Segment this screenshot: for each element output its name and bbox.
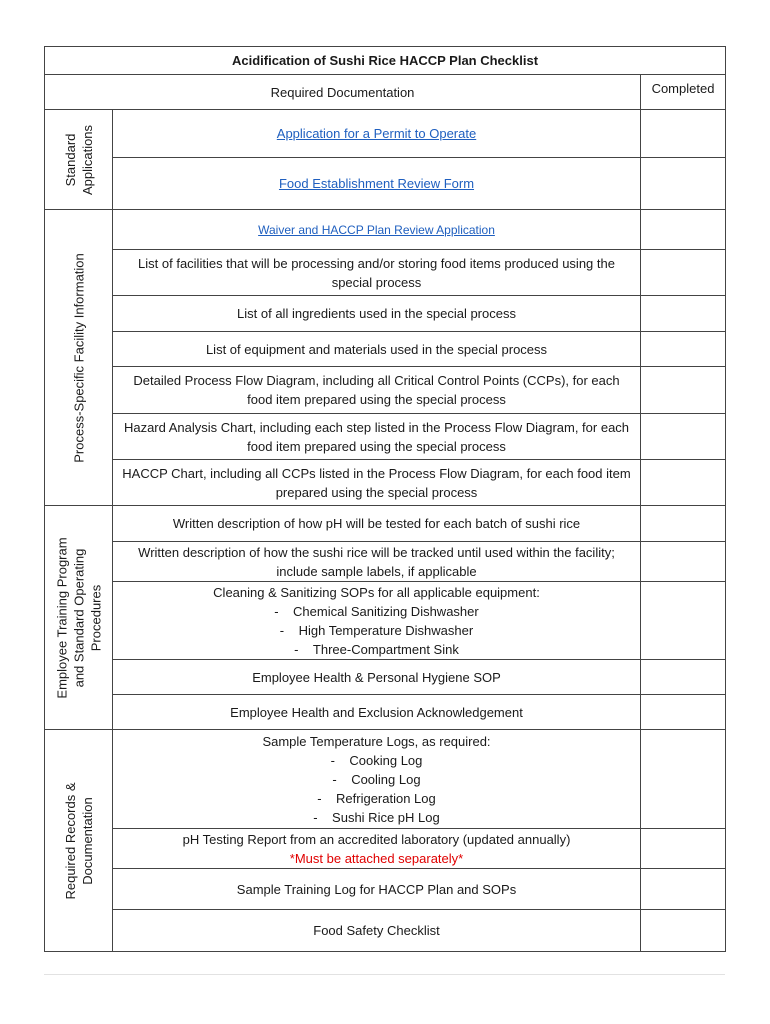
completed-checkbox-cell[interactable] bbox=[641, 158, 726, 210]
checklist-item: Sample Training Log for HACCP Plan and SOPs bbox=[113, 869, 641, 910]
bullet-list bbox=[121, 751, 632, 827]
completed-checkbox-cell[interactable] bbox=[641, 910, 726, 952]
completed-checkbox-cell[interactable] bbox=[641, 660, 726, 695]
document-title: Acidification of Sushi Rice HACCP Plan Checklist bbox=[45, 47, 726, 75]
checklist-item: Employee Health & Personal Hygiene SOP bbox=[113, 660, 641, 695]
completed-checkbox-cell[interactable] bbox=[641, 367, 726, 414]
establishment-review-form-link[interactable]: Food Establishment Review Form bbox=[278, 176, 475, 191]
checklist-item: Written description of how pH will be tested for each batch of sushi rice bbox=[113, 506, 641, 542]
item-text: pH Testing Report from an accredited laboratory (updated annually) bbox=[182, 831, 571, 847]
haccp-checklist-table bbox=[44, 46, 726, 952]
section-label-required-records: Required Records & Documentation bbox=[45, 730, 113, 952]
completed-checkbox-cell[interactable] bbox=[641, 869, 726, 910]
checklist-item bbox=[113, 210, 641, 250]
section-label-process-specific: Process-Specific Facility Information bbox=[45, 210, 113, 506]
bullet-item: - Cooking Log bbox=[330, 752, 423, 768]
checklist-item: HACCP Chart, including all CCPs listed in the Process Flow Diagram, for each food item prepared using the special process bbox=[113, 460, 641, 506]
bullet-item: - Chemical Sanitizing Dishwasher bbox=[274, 603, 479, 619]
completed-header: Completed bbox=[641, 75, 726, 110]
bullet-item: - High Temperature Dishwasher bbox=[279, 622, 474, 638]
completed-checkbox-cell[interactable] bbox=[641, 250, 726, 296]
item-text: Sample Temperature Logs, as required: bbox=[262, 733, 491, 749]
checklist-item bbox=[113, 110, 641, 158]
required-documentation-header: Required Documentation bbox=[45, 75, 641, 110]
checklist-item: List of all ingredients used in the special process bbox=[113, 296, 641, 332]
attachment-note: *Must be attached separately* bbox=[289, 850, 464, 866]
completed-checkbox-cell[interactable] bbox=[641, 730, 726, 829]
completed-checkbox-cell[interactable] bbox=[641, 210, 726, 250]
page-divider bbox=[44, 974, 725, 975]
completed-checkbox-cell[interactable] bbox=[641, 829, 726, 869]
bullet-item: - Cooling Log bbox=[332, 771, 421, 787]
checklist-item bbox=[113, 829, 641, 869]
permit-application-link[interactable]: Application for a Permit to Operate bbox=[276, 126, 477, 141]
checklist-item: Detailed Process Flow Diagram, including all Critical Control Points (CCPs), for each food item prepared using the special process bbox=[113, 367, 641, 414]
section-label-standard-applications: Standard Applications bbox=[45, 110, 113, 210]
checklist-item bbox=[113, 582, 641, 660]
checklist-item: Employee Health and Exclusion Acknowledgement bbox=[113, 695, 641, 730]
item-text: Cleaning & Sanitizing SOPs for all applicable equipment: bbox=[213, 584, 540, 600]
waiver-application-link[interactable]: Waiver and HACCP Plan Review Application bbox=[258, 222, 495, 237]
checklist-item: Food Safety Checklist bbox=[113, 910, 641, 952]
completed-checkbox-cell[interactable] bbox=[641, 542, 726, 582]
completed-checkbox-cell[interactable] bbox=[641, 460, 726, 506]
section-label-employee-training: Employee Training Program and Standard Operating Procedures bbox=[45, 506, 113, 730]
bullet-list bbox=[121, 602, 632, 659]
completed-checkbox-cell[interactable] bbox=[641, 695, 726, 730]
completed-checkbox-cell[interactable] bbox=[641, 414, 726, 460]
completed-checkbox-cell[interactable] bbox=[641, 332, 726, 367]
checklist-item bbox=[113, 730, 641, 829]
bullet-item: - Three-Compartment Sink bbox=[294, 641, 459, 657]
bullet-item: - Sushi Rice pH Log bbox=[313, 809, 440, 825]
completed-checkbox-cell[interactable] bbox=[641, 506, 726, 542]
checklist-item: List of facilities that will be processing and/or storing food items produced using the special process bbox=[113, 250, 641, 296]
checklist-item bbox=[113, 158, 641, 210]
checklist-item: Written description of how the sushi rice will be tracked until used within the facility; include sample labels, if applicable bbox=[113, 542, 641, 582]
completed-checkbox-cell[interactable] bbox=[641, 110, 726, 158]
checklist-item: List of equipment and materials used in the special process bbox=[113, 332, 641, 367]
checklist-item: Hazard Analysis Chart, including each step listed in the Process Flow Diagram, for each food item prepared using the special process bbox=[113, 414, 641, 460]
completed-checkbox-cell[interactable] bbox=[641, 296, 726, 332]
completed-checkbox-cell[interactable] bbox=[641, 582, 726, 660]
bullet-item: - Refrigeration Log bbox=[317, 790, 436, 806]
